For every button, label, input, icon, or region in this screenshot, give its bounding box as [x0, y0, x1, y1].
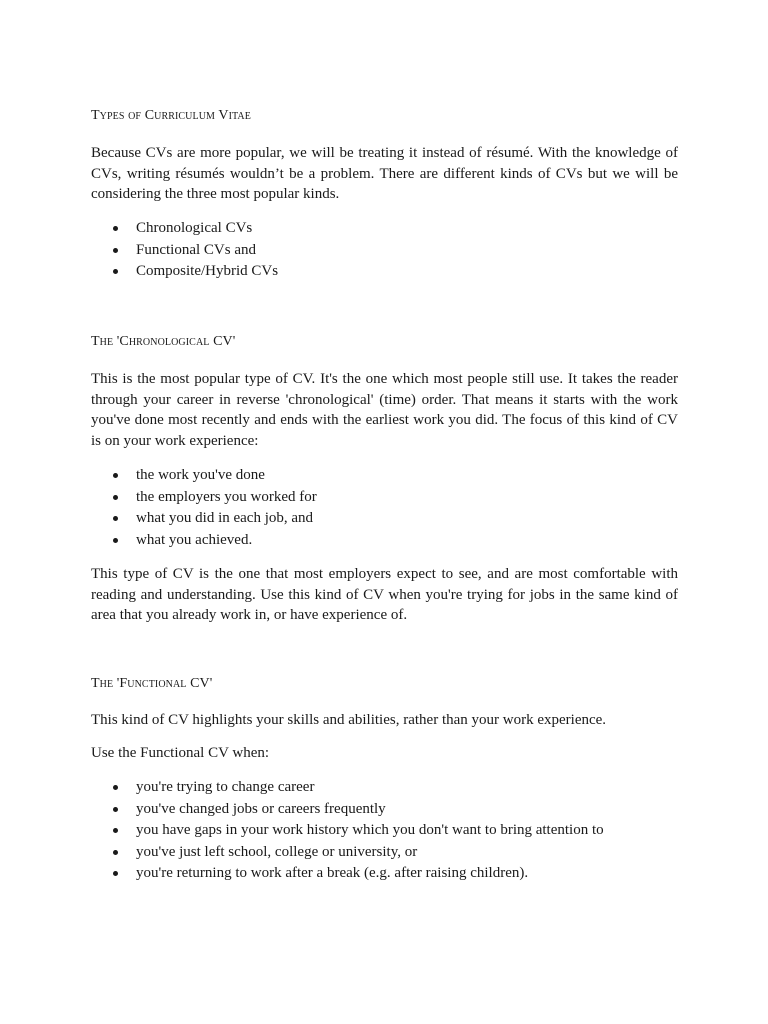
- list-item: Composite/Hybrid CVs: [91, 261, 278, 283]
- list-item: what you achieved.: [91, 530, 317, 552]
- list-item: what you did in each job, and: [91, 508, 317, 530]
- chronological-list: [91, 465, 317, 551]
- list-item: you've just left school, college or university, or: [91, 842, 604, 864]
- bullet-icon: [113, 828, 118, 833]
- bullet-icon: [113, 850, 118, 855]
- functional-intro-paragraph: This kind of CV highlights your skills and abilities, rather than your work experience.: [91, 712, 607, 728]
- types-heading: Types of Curriculum Vitae: [91, 108, 251, 123]
- types-intro-paragraph: Because CVs are more popular, we will be treating it instead of résumé. With the knowledge of CVs, writing résumés wouldn’t be a problem. There are different kinds of CVs but we will be considering the three most popular kinds.: [91, 145, 678, 202]
- chronological-intro-paragraph: This is the most popular type of CV. It's the one which most people still use. It takes the reader through your career in reverse 'chronological' (time) order. That means it starts with the work you've done most recently and ends with the earliest work you did. The focus of this kind of CV is on your work experience:: [91, 371, 678, 449]
- bullet-icon: [113, 495, 118, 500]
- list-item: you're trying to change career: [91, 777, 604, 799]
- list-item: the employers you worked for: [91, 487, 317, 509]
- functional-use-when: Use the Functional CV when:: [91, 745, 270, 761]
- functional-list: [91, 777, 604, 885]
- list-item: you have gaps in your work history which you don't want to bring attention to: [91, 820, 604, 842]
- chronological-heading: The 'Chronological CV': [91, 334, 236, 349]
- bullet-icon: [113, 807, 118, 812]
- list-item: Chronological CVs: [91, 218, 278, 240]
- list-item: the work you've done: [91, 465, 317, 487]
- bullet-icon: [113, 871, 118, 876]
- types-list: [91, 218, 278, 283]
- bullet-icon: [113, 226, 118, 231]
- bullet-icon: [113, 785, 118, 790]
- bullet-icon: [113, 248, 118, 253]
- bullet-icon: [113, 269, 118, 274]
- functional-heading: The 'Functional CV': [91, 676, 213, 691]
- bullet-icon: [113, 516, 118, 521]
- bullet-icon: [113, 538, 118, 543]
- list-item: you're returning to work after a break (e.g. after raising children).: [91, 863, 604, 885]
- bullet-icon: [113, 473, 118, 478]
- list-item: Functional CVs and: [91, 240, 278, 262]
- chronological-outro-paragraph: This type of CV is the one that most employers expect to see, and are most comfortable with reading and understanding. Use this kind of CV when you're trying for jobs in the same kind of area that you already work in, or have experience of.: [91, 566, 678, 623]
- list-item: you've changed jobs or careers frequently: [91, 799, 604, 821]
